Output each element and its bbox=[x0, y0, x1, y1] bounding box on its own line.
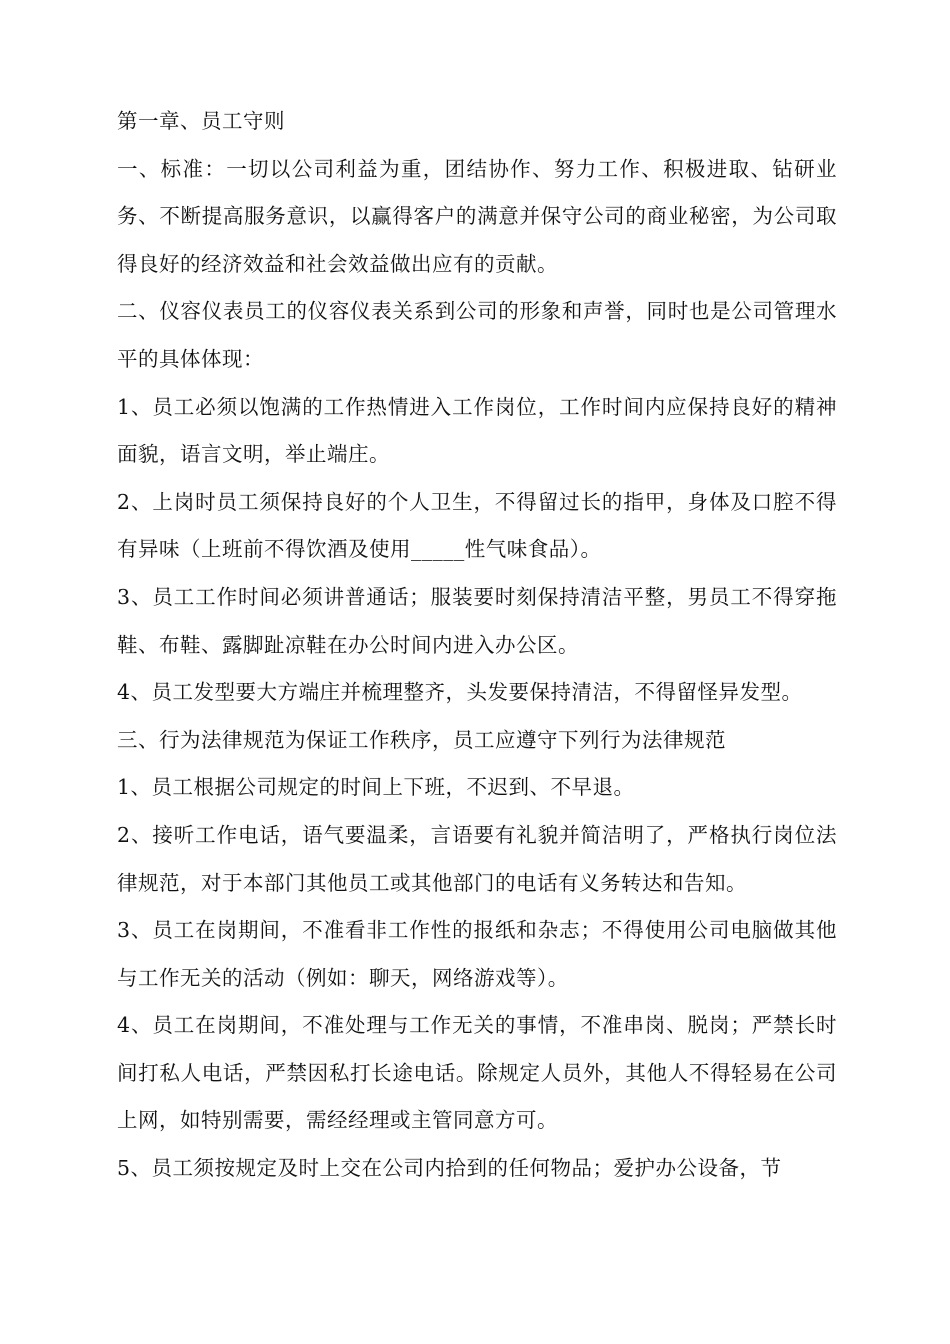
chapter-heading: 第一章、员工守则 bbox=[117, 109, 285, 133]
conduct-item-4: 4、员工在岗期间，不准处理与工作无关的事情，不准串岗、脱岗；严禁长时间打私人电话，严禁因私打长途电话。除规定人员外，其他人不得轻易在公司上网，如特别需要，需经经理或主管同意方可。 bbox=[117, 1013, 837, 1133]
appearance-item-4: 4、员工发型要大方端庄并梳理整齐，头发要保持清洁，不得留怪异发型。 bbox=[117, 680, 803, 705]
paragraph-conduct: 三、行为法律规范为保证工作秩序，员工应遵守下列行为法律规范 bbox=[117, 727, 726, 752]
appearance-item-2: 2、上岗时员工须保持良好的个人卫生，不得留过长的指甲，身体及口腔不得有异味（上班前不得饮酒及使用_____性气味食品）。 bbox=[117, 489, 837, 562]
conduct-item-1: 1、员工根据公司规定的时间上下班，不迟到、不早退。 bbox=[117, 775, 635, 800]
document-page bbox=[117, 98, 837, 1193]
appearance-item-1: 1、员工必须以饱满的工作热情进入工作岗位，工作时间内应保持良好的精神面貌，语言文明，举止端庄。 bbox=[117, 394, 837, 467]
conduct-item-3: 3、员工在岗期间，不准看非工作性的报纸和杂志；不得使用公司电脑做其他与工作无关的活动（例如：聊天，网络游戏等）。 bbox=[117, 918, 837, 990]
conduct-item-5: 5、员工须按规定及时上交在公司内拾到的任何物品；爱护办公设备，节 bbox=[117, 1156, 782, 1181]
paragraph-standard: 一、标准：一切以公司利益为重，团结协作、努力工作、积极进取、钻研业务、不断提高服务意识，以赢得客户的满意并保守公司的商业秘密，为公司取得良好的经济效益和社会效益做出应有的贡献。 bbox=[117, 156, 837, 276]
paragraph-appearance: 二、仪容仪表员工的仪容仪表关系到公司的形象和声誉，同时也是公司管理水平的具体体现： bbox=[117, 299, 837, 371]
conduct-item-2: 2、接听工作电话，语气要温柔，言语要有礼貌并简洁明了，严格执行岗位法律规范，对于本部门其他员工或其他部门的电话有义务转达和告知。 bbox=[117, 822, 837, 895]
appearance-item-3: 3、员工工作时间必须讲普通话；服装要时刻保持清洁平整，男员工不得穿拖鞋、布鞋、露脚趾凉鞋在办公时间内进入办公区。 bbox=[117, 584, 837, 657]
